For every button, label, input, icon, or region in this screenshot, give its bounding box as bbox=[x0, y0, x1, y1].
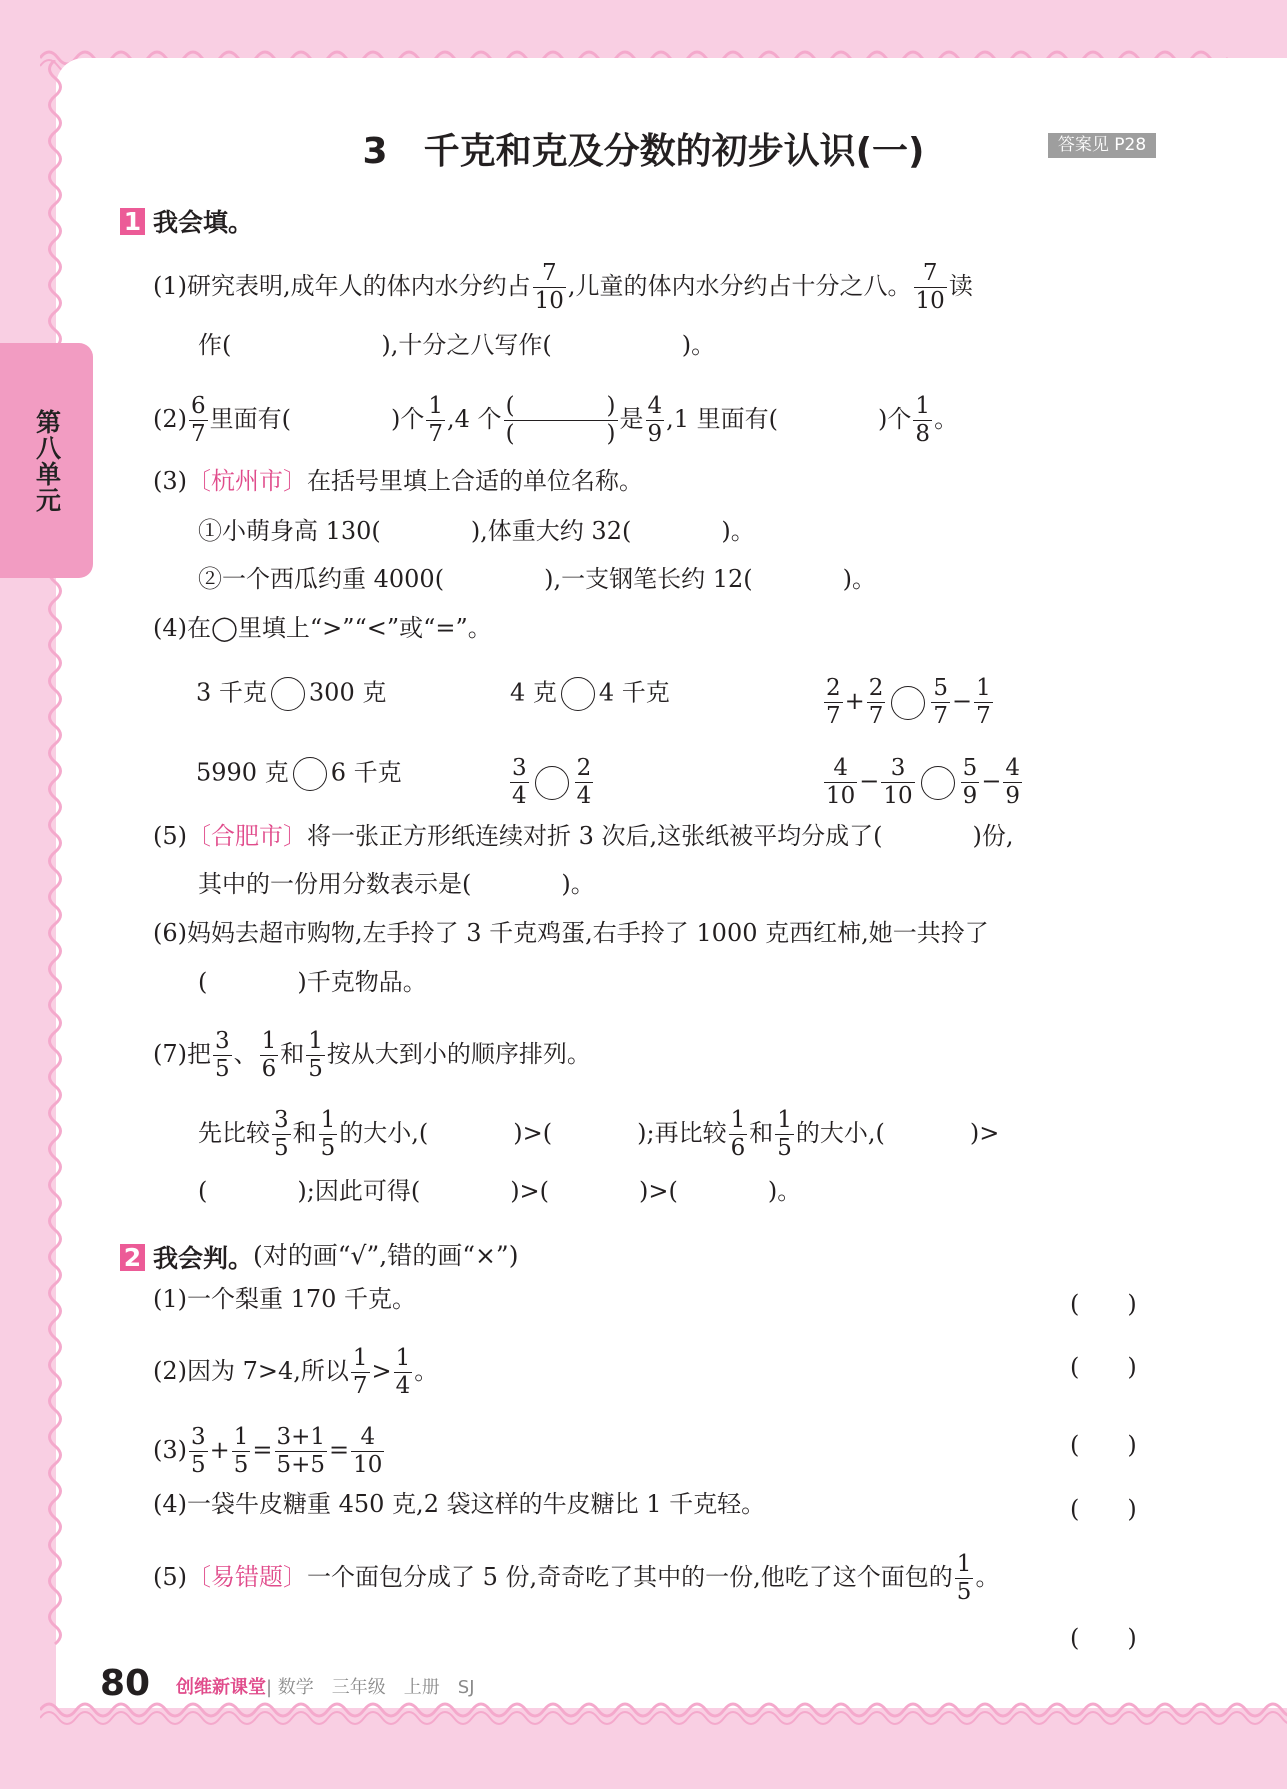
separator: 、 bbox=[233, 1040, 258, 1068]
operator: − bbox=[981, 767, 1002, 795]
operator: > bbox=[371, 1357, 392, 1385]
q4-r1-c2 bbox=[510, 677, 670, 711]
q7-l3-c: )>( bbox=[510, 1177, 550, 1205]
fraction bbox=[275, 1426, 328, 1477]
denominator: 5 bbox=[191, 1452, 206, 1478]
numerator: 1 bbox=[915, 393, 931, 419]
judge-q4: (4)一袋牛皮糖重 450 克,2 袋这样的牛皮糖比 1 千克轻。 bbox=[153, 1490, 766, 1518]
denominator: 9 bbox=[962, 783, 978, 809]
q5-region-tag: 〔合肥市〕 bbox=[187, 822, 307, 850]
numerator: 5 bbox=[933, 675, 949, 701]
q2-text-a: (2) bbox=[153, 405, 187, 433]
q4-r2-c2 bbox=[508, 757, 595, 808]
q7-l3-e: )。 bbox=[767, 1177, 802, 1205]
fraction bbox=[213, 1030, 232, 1081]
numerator: 1 bbox=[428, 393, 444, 419]
page-title: 3 千克和克及分数的初步认识(一) bbox=[362, 131, 925, 172]
denominator: 7 bbox=[191, 421, 206, 447]
numerator: 3 bbox=[274, 1107, 289, 1133]
page-number: 80 bbox=[100, 1663, 151, 1704]
numerator: 3 bbox=[191, 1424, 206, 1450]
q3-s2-c: )。 bbox=[842, 565, 876, 593]
q3-s1-b: ),体重大约 32( bbox=[470, 517, 632, 545]
denominator: 9 bbox=[1005, 783, 1021, 809]
fraction bbox=[260, 1030, 279, 1081]
q7-l2-c: 的大小,( bbox=[339, 1119, 429, 1147]
section-1-title: 我会填。 bbox=[153, 208, 254, 237]
denominator: 5+5 bbox=[276, 1452, 326, 1478]
numerator: 2 bbox=[826, 675, 841, 701]
denominator: 10 bbox=[534, 288, 564, 314]
denominator: 7 bbox=[976, 703, 991, 729]
q3-s2-b: ),一支钢笔长约 12( bbox=[544, 565, 753, 593]
judge-q5 bbox=[153, 1553, 999, 1604]
numerator: 4 bbox=[360, 1424, 376, 1450]
q-end: 。 bbox=[975, 1563, 1000, 1591]
q3-text-b: 在括号里填上合适的单位名称。 bbox=[307, 467, 643, 495]
judge-answer-paren-5[interactable]: ( ) bbox=[1070, 1624, 1137, 1652]
numerator-blank[interactable]: ( ) bbox=[505, 393, 616, 419]
q5-line-1 bbox=[153, 821, 1014, 851]
q7-l2-e: );再比较 bbox=[637, 1119, 727, 1147]
fraction bbox=[955, 1553, 974, 1604]
q6-line-1: (6)妈妈去超市购物,左手拎了 3 千克鸡蛋,右手拎了 1000 克西红柿,她一共拎了 bbox=[153, 919, 989, 947]
fraction bbox=[351, 1347, 370, 1398]
q1-text-c: 读 bbox=[948, 272, 973, 300]
q3-region-tag: 〔杭州市〕 bbox=[187, 467, 307, 495]
numerator: 1 bbox=[956, 1551, 972, 1577]
error-prone-tag: 〔易错题〕 bbox=[187, 1563, 307, 1591]
numerator: 2 bbox=[576, 755, 592, 781]
numerator: 3 bbox=[215, 1028, 230, 1054]
section-2-number-badge: 2 bbox=[120, 1244, 145, 1271]
q4-r2-c1 bbox=[196, 757, 402, 791]
operator: + bbox=[209, 1436, 230, 1464]
section-1-number-badge: 1 bbox=[120, 208, 145, 235]
denominator: 10 bbox=[353, 1452, 383, 1478]
denominator: 5 bbox=[274, 1135, 289, 1161]
numerator: 3 bbox=[512, 755, 527, 781]
numerator: 6 bbox=[191, 393, 206, 419]
denominator: 6 bbox=[261, 1056, 277, 1082]
numerator: 1 bbox=[320, 1107, 336, 1133]
q3-s2-a: ②一个西瓜约重 4000( bbox=[198, 565, 445, 593]
q7-text-c: 按从大到小的顺序排列。 bbox=[326, 1040, 591, 1068]
denominator: 7 bbox=[868, 703, 884, 729]
q2-text-b: 里面有( bbox=[209, 405, 292, 433]
compare-circle[interactable] bbox=[561, 677, 595, 711]
judge-answer-paren-3[interactable]: ( ) bbox=[1070, 1431, 1137, 1459]
denominator: 5 bbox=[308, 1056, 323, 1082]
fraction bbox=[272, 1109, 291, 1160]
denominator: 10 bbox=[915, 288, 945, 314]
denominator: 4 bbox=[395, 1373, 411, 1399]
numerator: 2 bbox=[868, 675, 884, 701]
q4-right: 300 克 bbox=[308, 678, 387, 707]
q3-sub-2 bbox=[198, 564, 876, 594]
denominator: 7 bbox=[933, 703, 949, 729]
fraction bbox=[306, 1030, 325, 1081]
denominator: 5 bbox=[320, 1135, 336, 1161]
denominator-blank[interactable]: ( ) bbox=[505, 421, 616, 447]
denominator: 10 bbox=[826, 783, 856, 809]
numerator: 7 bbox=[922, 260, 938, 286]
q2-text-e: 是 bbox=[619, 405, 644, 433]
answer-reference-badge: 答案见 P28 bbox=[1048, 133, 1156, 158]
numerator: 1 bbox=[233, 1424, 249, 1450]
q4-instruction: (4)在◯里填上“>”“<”或“=”。 bbox=[153, 614, 492, 642]
numerator: 3+1 bbox=[276, 1424, 326, 1450]
q3-line-1 bbox=[153, 466, 643, 496]
book-info: | 数学 三年级 上册 SJ bbox=[266, 1677, 475, 1698]
denominator: 6 bbox=[730, 1135, 746, 1161]
wavy-border-left bbox=[42, 60, 68, 1700]
q1-line-1 bbox=[153, 262, 973, 313]
numerator: 1 bbox=[352, 1345, 368, 1371]
q2-line bbox=[153, 395, 958, 446]
compare-circle[interactable] bbox=[535, 766, 569, 800]
numerator: 7 bbox=[541, 260, 557, 286]
numerator: 1 bbox=[395, 1345, 411, 1371]
q1-fraction-1 bbox=[533, 262, 566, 313]
denominator: 4 bbox=[576, 783, 592, 809]
q7-text-b: 和 bbox=[280, 1040, 305, 1068]
q2-text-c: )个 bbox=[391, 405, 425, 433]
q2-text-g: )个 bbox=[878, 405, 912, 433]
unit-tab bbox=[0, 343, 93, 578]
compare-circle[interactable] bbox=[293, 757, 327, 791]
fraction bbox=[189, 1426, 208, 1477]
q3-s1-a: ①小萌身高 130( bbox=[198, 517, 381, 545]
fraction bbox=[1003, 757, 1022, 808]
numerator: 4 bbox=[833, 755, 848, 781]
fraction bbox=[729, 1109, 748, 1160]
q5-l2-a: 其中的一份用分数表示是( bbox=[198, 870, 472, 898]
fraction bbox=[974, 677, 993, 728]
q4-r2-c3 bbox=[822, 757, 1024, 808]
q4-left: 5990 克 bbox=[196, 758, 289, 787]
denominator: 10 bbox=[883, 783, 913, 809]
q6-line-2 bbox=[198, 967, 427, 997]
q5-text-c: )份, bbox=[972, 822, 1014, 850]
q2-fraction-2 bbox=[426, 395, 445, 446]
operator: + bbox=[844, 687, 865, 715]
q7-l3-d: )>( bbox=[639, 1177, 678, 1205]
q1-text-a: (1)研究表明,成年人的体内水分约占 bbox=[153, 272, 531, 300]
q1-fraction-2 bbox=[914, 262, 947, 313]
q5-text-a: (5) bbox=[153, 822, 187, 850]
q7-l2-d: )>( bbox=[513, 1119, 553, 1147]
compare-circle[interactable] bbox=[271, 677, 305, 711]
q5-text-b: 将一张正方形纸连续对折 3 次后,这张纸被平均分成了( bbox=[307, 822, 883, 850]
judge-answer-paren-4[interactable]: ( ) bbox=[1070, 1495, 1137, 1523]
q-end: 。 bbox=[414, 1357, 439, 1385]
compare-circle[interactable] bbox=[891, 686, 925, 720]
q1-l2-a: 作( bbox=[198, 331, 232, 359]
q4-right: 4 千克 bbox=[598, 678, 670, 707]
q7-text-a: (7)把 bbox=[153, 1040, 211, 1068]
q6-l2-a: ( bbox=[198, 968, 208, 996]
denominator: 7 bbox=[428, 421, 444, 447]
fraction bbox=[232, 1426, 251, 1477]
compare-circle[interactable] bbox=[921, 766, 955, 800]
operator: − bbox=[859, 767, 880, 795]
equals: = bbox=[252, 1436, 273, 1464]
q1-l2-b: ),十分之八写作( bbox=[381, 331, 552, 359]
q1-line-2 bbox=[198, 330, 715, 360]
fraction bbox=[824, 677, 843, 728]
q4-r1-c3 bbox=[822, 677, 995, 728]
q7-l2-a: 先比较 bbox=[198, 1119, 270, 1147]
q1-l2-c: )。 bbox=[681, 331, 716, 359]
q7-line-2 bbox=[198, 1109, 999, 1160]
q-text: (3) bbox=[153, 1436, 187, 1464]
denominator: 7 bbox=[826, 703, 841, 729]
fraction bbox=[881, 757, 914, 808]
q2-fraction-4 bbox=[646, 395, 665, 446]
section-2-title: 我会判。 bbox=[153, 1244, 254, 1273]
denominator: 7 bbox=[352, 1373, 368, 1399]
q7-l3-a: ( bbox=[198, 1177, 208, 1205]
q2-fraction-1 bbox=[189, 395, 208, 446]
q2-text-h: 。 bbox=[934, 405, 959, 433]
q1-text-b: ,儿童的体内水分约占十分之八。 bbox=[567, 272, 912, 300]
denominator: 4 bbox=[512, 783, 527, 809]
judge-q3 bbox=[153, 1426, 386, 1477]
denominator: 9 bbox=[647, 421, 663, 447]
q2-text-d: ,4 个 bbox=[447, 405, 502, 433]
judge-q1: (1)一个梨重 170 千克。 bbox=[153, 1285, 417, 1313]
section-1-heading bbox=[120, 203, 253, 239]
q-text: (2)因为 7>4,所以 bbox=[153, 1357, 349, 1385]
fraction bbox=[510, 757, 529, 808]
denominator: 5 bbox=[777, 1135, 792, 1161]
q-text: (5) bbox=[153, 1563, 187, 1591]
numerator: 4 bbox=[647, 393, 663, 419]
numerator: 1 bbox=[777, 1107, 792, 1133]
denominator: 8 bbox=[915, 421, 931, 447]
q2-fraction-5 bbox=[913, 395, 932, 446]
denominator: 5 bbox=[215, 1056, 230, 1082]
q3-sub-1 bbox=[198, 516, 755, 546]
fraction bbox=[394, 1347, 413, 1398]
fraction bbox=[931, 677, 950, 728]
footer-info bbox=[176, 1673, 475, 1699]
q2-text-f: ,1 里面有( bbox=[666, 405, 779, 433]
numerator: 1 bbox=[730, 1107, 746, 1133]
operator: − bbox=[952, 687, 973, 715]
q7-l2-b: 和 bbox=[292, 1119, 317, 1147]
q4-left: 4 克 bbox=[510, 678, 557, 707]
q4-r1-c1 bbox=[196, 677, 386, 711]
fraction bbox=[824, 757, 857, 808]
q6-l2-b: )千克物品。 bbox=[297, 968, 427, 996]
unit-tab-label: 第八单元 bbox=[32, 408, 62, 513]
brand-name: 创维新课堂 bbox=[176, 1677, 266, 1698]
fraction bbox=[961, 757, 980, 808]
fraction bbox=[867, 677, 886, 728]
q4-left: 3 千克 bbox=[196, 678, 267, 707]
q7-l2-g: 的大小,( bbox=[795, 1119, 885, 1147]
fraction bbox=[775, 1109, 794, 1160]
section-2-heading bbox=[120, 1236, 518, 1275]
numerator: 1 bbox=[976, 675, 991, 701]
q5-line-2 bbox=[198, 869, 595, 899]
fraction bbox=[319, 1109, 338, 1160]
fraction bbox=[575, 757, 594, 808]
judge-answer-paren-1[interactable]: ( ) bbox=[1070, 1290, 1137, 1318]
q-text-b: 一个面包分成了 5 份,奇奇吃了其中的一份,他吃了这个面包的 bbox=[307, 1563, 953, 1591]
fraction bbox=[351, 1426, 384, 1477]
q7-l3-b: );因此可得( bbox=[297, 1177, 421, 1205]
q4-right: 6 千克 bbox=[330, 758, 402, 787]
wavy-border-bottom bbox=[40, 1700, 1287, 1730]
numerator: 4 bbox=[1005, 755, 1021, 781]
judge-q2 bbox=[153, 1347, 438, 1398]
numerator: 1 bbox=[308, 1028, 323, 1054]
section-2-note: (对的画“√”,错的画“×”) bbox=[253, 1241, 519, 1270]
numerator: 3 bbox=[890, 755, 906, 781]
q7-line-3 bbox=[198, 1176, 801, 1206]
numerator: 1 bbox=[261, 1028, 277, 1054]
denominator: 5 bbox=[233, 1452, 249, 1478]
numerator: 5 bbox=[962, 755, 978, 781]
q7-l2-h: )> bbox=[969, 1119, 1000, 1147]
q7-line-1 bbox=[153, 1030, 591, 1081]
equals: = bbox=[329, 1436, 350, 1464]
q2-fraction-blank[interactable] bbox=[504, 395, 618, 446]
q3-text-a: (3) bbox=[153, 467, 187, 495]
q5-l2-b: )。 bbox=[561, 870, 595, 898]
q7-l2-f: 和 bbox=[749, 1119, 774, 1147]
q3-s1-c: )。 bbox=[721, 517, 755, 545]
judge-answer-paren-2[interactable]: ( ) bbox=[1070, 1353, 1137, 1381]
denominator: 5 bbox=[956, 1579, 972, 1605]
